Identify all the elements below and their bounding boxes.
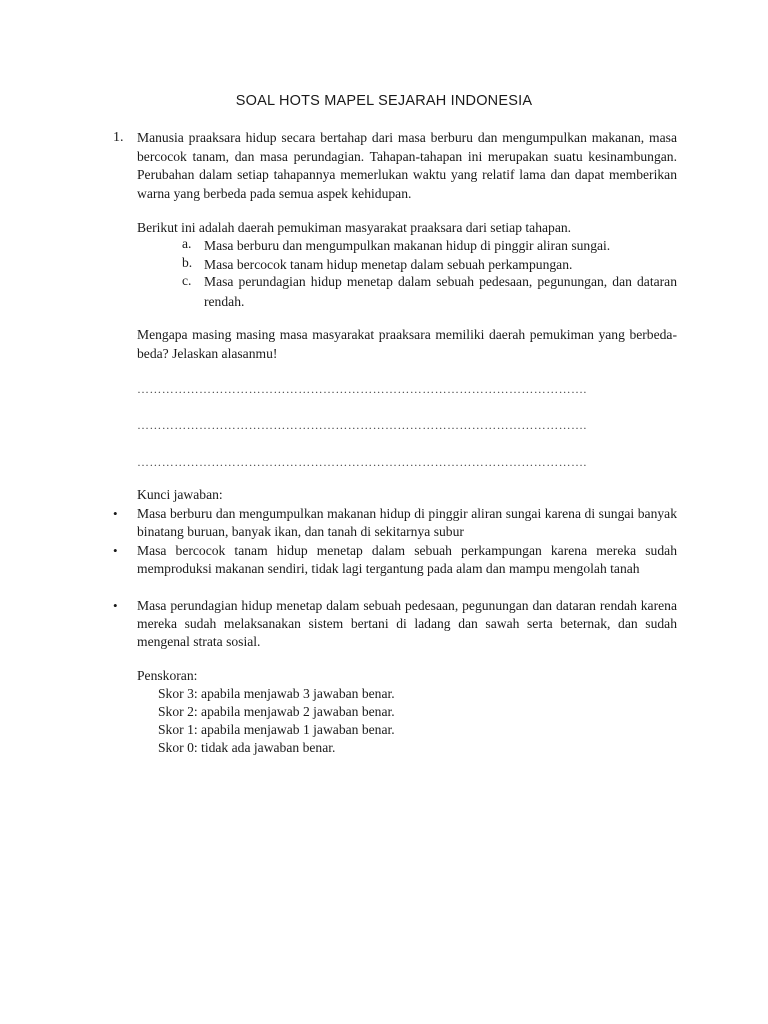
option-text: Masa berburu dan mengumpulkan makanan hidup di pinggir aliran sungai. bbox=[204, 238, 611, 253]
question-lead: Berikut ini adalah daerah pemukiman masyarakat praaksara dari setiap tahapan. bbox=[137, 220, 572, 235]
scoring-item: Skor 0: tidak ada jawaban benar. bbox=[158, 740, 336, 755]
answer-line: ………………………………………………………………………………………………. bbox=[137, 455, 587, 469]
answer-key-label: Kunci jawaban: bbox=[137, 487, 223, 502]
scoring-item: Skor 2: apabila menjawab 2 jawaban benar. bbox=[158, 704, 395, 719]
answer-key-item: Masa bercocok tanam hidup menetap dalam sebuah perkampungan karena mereka sudah memproduksi makanan sendiri, tidak lagi tergantung pada alam dan mampu mengolah tanah bbox=[137, 543, 677, 577]
bullet-icon: • bbox=[113, 506, 118, 521]
option-text: Masa perundagian hidup menetap dalam sebuah pedesaan, pegunungan, dan dataran rendah. bbox=[204, 274, 677, 309]
option-text: Masa bercocok tanam hidup menetap dalam sebuah perkampungan. bbox=[204, 257, 573, 272]
option-letter: c. bbox=[182, 273, 192, 288]
answer-line: ………………………………………………………………………………………………. bbox=[137, 382, 587, 396]
scoring-item: Skor 1: apabila menjawab 1 jawaban benar. bbox=[158, 722, 395, 737]
bullet-icon: • bbox=[113, 543, 118, 558]
answer-key-item: Masa berburu dan mengumpulkan makanan hidup di pinggir aliran sungai karena di sungai banyak binatang buruan, banyak ikan, dan tanah di sekitarnya subur bbox=[137, 506, 677, 540]
question-prompt: Mengapa masing masing masa masyarakat praaksara memiliki daerah pemukiman yang berbeda-beda? Jelaskan alasanmu! bbox=[137, 327, 677, 361]
scoring-label: Penskoran: bbox=[137, 668, 198, 683]
page-title: SOAL HOTS MAPEL SEJARAH INDONESIA bbox=[235, 93, 533, 109]
answer-line: ………………………………………………………………………………………………. bbox=[137, 418, 587, 432]
answer-key-item: Masa perundagian hidup menetap dalam sebuah pedesaan, pegunungan dan dataran rendah karena mereka sudah melaksanakan sistem bertani di ladang dan sawah serta beternak, dan sudah mengenal strata sosial. bbox=[137, 598, 677, 650]
scoring-item: Skor 3: apabila menjawab 3 jawaban benar. bbox=[158, 686, 395, 701]
option-letter: b. bbox=[182, 255, 193, 270]
option-letter: a. bbox=[182, 236, 192, 251]
question-number: 1. bbox=[113, 130, 124, 145]
question-intro: Manusia praaksara hidup secara bertahap dari masa berburu dan mengumpulkan makanan, masa bercocok tanam, dan masa perundagian. Tahapan-tahapan ini merupakan suatu kesinambungan. Perubahan dalam setiap tahapannya memerlukan waktu yang relatif lama dan dapat memberikan warna yang berbeda pada semua aspek kehidupan. bbox=[137, 130, 677, 201]
bullet-icon: • bbox=[113, 598, 118, 613]
